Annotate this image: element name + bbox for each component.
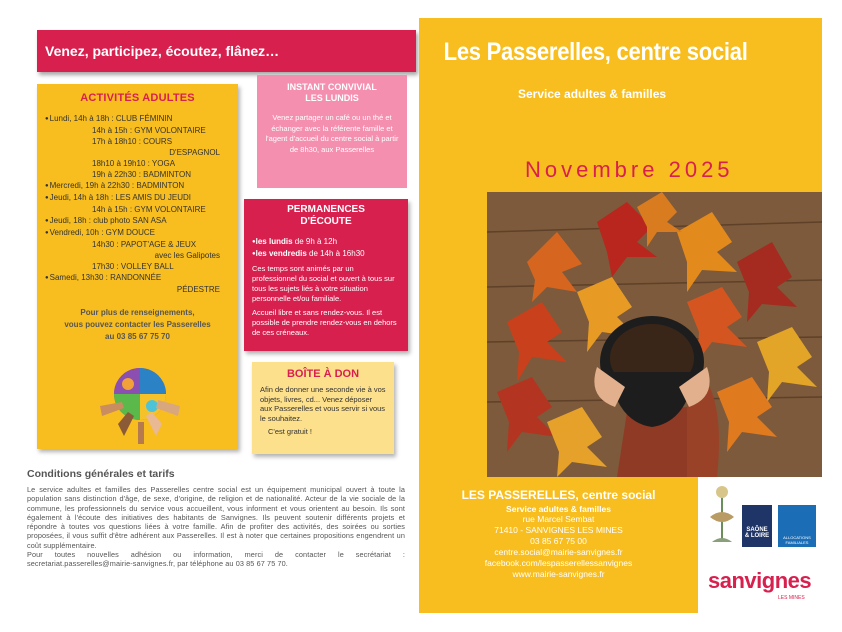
activite-line: ● Mercredi, 19h à 22h30 : BADMINTON: [45, 180, 238, 192]
permanences-title: PERMANENCES D'ÉCOUTE: [287, 204, 365, 227]
activite-line: 14h30 : PAPOT'AGE & JEUX: [92, 240, 197, 249]
saone-et-loire-logo: SAÔNE & LOIRE: [742, 505, 772, 547]
permanences-text-1: Ces temps sont animés par un professionnel du social et ouvert à tous sur tous les sujets liés à votre situation personnelle et/ou familiale.: [252, 264, 395, 303]
activite-line: ● Jeudi, 18h : club photo SAN ASA: [45, 215, 238, 227]
activite-line: 17h à 18h10 : COURS: [92, 137, 173, 146]
autumn-coffee-photo: [487, 192, 822, 477]
boite-a-don-box: [252, 362, 394, 454]
passerelles-emblem-logo: [706, 482, 738, 552]
info-facebook-link[interactable]: facebook.com/lespasserellessanvignes: [484, 558, 633, 568]
activite-line: avec les Galipotes: [154, 251, 220, 260]
activite-line: 18h10 à 19h10 : YOGA: [92, 159, 176, 168]
contact-phone: au 03 85 67 75 70: [105, 332, 170, 341]
conditions-text: Le service adultes et familles des Passerelles centre social est un équipement municipal ouvert à toute la population sans distinction d'âge, de sexe, d'origine, de religion et de nationalité. Acteur de la vie sociale de la commune, les professionnels du service vous accueillent, vous informent et vous orientent au besoin. Ils sont également à l'écoute des initiatives des habitants de Sanvignes. Ils peuvent soutenir différents projets et répondre à toutes vos questions liées à votre famille. Afin de profiter des activités, des soirées ou sorties proposées, il vous suffit d'être adhérent aux Passerelles. Il est à noter que certaines propositions engendrent un coût supplémentaire.: [27, 485, 405, 550]
header-banner: Venez, participez, écoutez, flânez…: [37, 30, 416, 72]
activite-line: ● Jeudi, 14h à 18h : LES AMIS DU JEUDI: [45, 192, 238, 204]
instant-convivial-box: [257, 75, 407, 188]
sanvignes-logo-sub: LES MINES: [778, 595, 805, 601]
permanences-box: [244, 199, 408, 351]
activite-line: 14h à 15h : GYM VOLONTAIRE: [92, 205, 206, 214]
activites-list: [45, 113, 238, 295]
contact-line-2: vous pouvez contacter les Passerelles: [64, 320, 211, 329]
permanences-text-2: Accueil libre et sans rendez-vous. Il est possible de prendre rendez-vous en dehors de ces créneaux.: [252, 308, 397, 337]
conditions-section: [27, 468, 405, 569]
activite-line: 14h à 15h : GYM VOLONTAIRE: [92, 126, 206, 135]
info-address: rue Marcel Sembat: [522, 514, 595, 524]
activites-contact: [37, 307, 238, 343]
contact-line-1: Pour plus de renseignements,: [80, 308, 195, 317]
permanences-days: ● les lundis de 9h à 12h ● les vendredis de 14h à 16h30: [252, 236, 408, 260]
caf-logo: ALLOCATIONS FAMILIALES: [778, 505, 816, 547]
info-title: LES PASSERELLES, centre social: [461, 488, 656, 502]
conditions-contact: Pour toutes nouvelles adhésion ou information, merci de contacter le secrétariat : secretariat.passerelles@mairie-sanvignes.fr, par téléphone au 03 85 67 75 70.: [27, 550, 405, 569]
info-website-link[interactable]: www.mairie-sanvignes.fr: [512, 569, 605, 579]
activites-title: ACTIVITÉS ADULTES: [80, 92, 195, 104]
don-title: BOÎTE À DON: [286, 368, 360, 380]
don-text: Afin de donner une seconde vie à vos objets, livres, cd... Venez déposer aux Passerelles et vous servir si vous le souhaitez.: [260, 385, 386, 423]
info-phone: 03 85 67 75 00: [530, 536, 587, 546]
instant-title: INSTANT CONVIVIAL LES LUNDIS: [287, 82, 377, 103]
activite-line: 19h à 22h30 : BADMINTON: [92, 170, 192, 179]
activite-line: D'ESPAGNOL: [169, 148, 220, 157]
conditions-title: Conditions générales et tarifs: [27, 468, 175, 480]
hands-puzzle-illustration: [90, 362, 190, 444]
main-title: Les Passerelles, centre social: [443, 38, 748, 66]
sanvignes-logo: sanvignes: [708, 568, 812, 593]
don-free: C'est gratuit !: [268, 427, 312, 436]
activite-line: ● Samedi, 13h30 : RANDONNÉE: [45, 272, 238, 284]
month-label: Novembre 2025: [525, 157, 734, 182]
main-subtitle: Service adultes & familles: [518, 87, 667, 101]
activite-line: ● Lundi, 14h à 18h : CLUB FÉMININ: [45, 113, 238, 125]
info-email-link[interactable]: centre.social@mairie-sanvignes.fr: [494, 547, 623, 557]
instant-text: Venez partager un café ou un thé et échanger avec la référente famille et l'agent d'accueil du centre social à partir de 8h30, aux Passerelles: [265, 113, 399, 154]
activite-line: 17h30 : VOLLEY BALL: [92, 262, 174, 271]
info-city: 71410 - SANVIGNES LES MINES: [494, 525, 623, 535]
contact-info-block: [419, 488, 698, 580]
info-subtitle: Service adultes & familles: [506, 504, 611, 514]
activite-line: ● Vendredi, 10h : GYM DOUCE: [45, 227, 238, 239]
activite-line: PÉDESTRE: [176, 285, 220, 294]
